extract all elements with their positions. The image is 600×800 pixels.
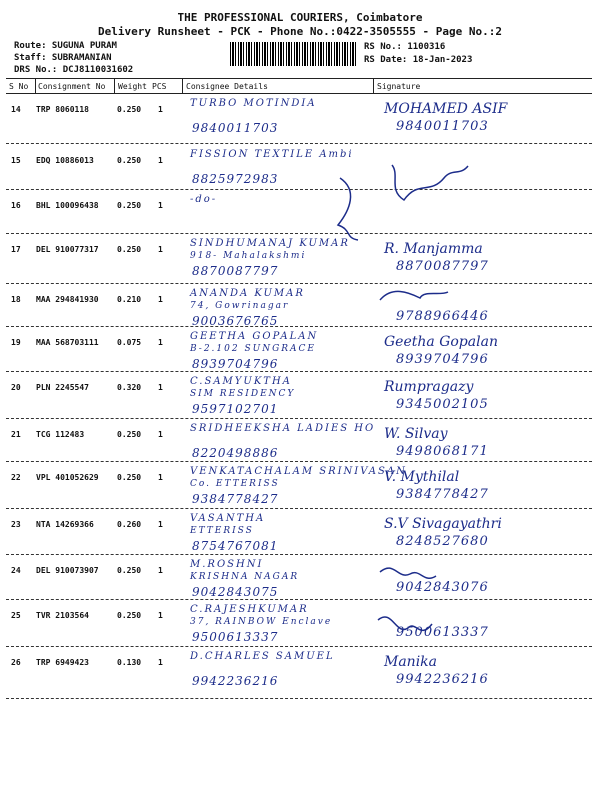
consignment-number: MAA 294841930 xyxy=(36,295,99,304)
weight-value: 0.250 xyxy=(117,201,142,210)
weight-value: 0.210 xyxy=(117,295,142,304)
signature-name: S.V Sivagayathri xyxy=(384,516,502,532)
signature-name: Manika xyxy=(384,654,438,670)
signature-name: R. Manjamma xyxy=(384,241,483,257)
table-top-border xyxy=(6,78,592,79)
weight-value: 0.250 xyxy=(117,105,142,114)
serial-number: 26 xyxy=(11,658,21,667)
consignment-number: TRP 8060118 xyxy=(36,105,89,114)
consignee-name: TURBO MOTINDIA xyxy=(190,98,317,109)
consignee-address: SIM RESIDENCY xyxy=(190,389,296,399)
consignee-address: 74, Gowrinagar xyxy=(190,301,290,311)
row-separator xyxy=(6,599,592,600)
row-separator xyxy=(6,554,592,555)
consignment-number: VPL 401052629 xyxy=(36,473,99,482)
company-title: THE PROFESSIONAL COURIERS, Coimbatore xyxy=(177,11,423,24)
row-separator xyxy=(6,371,592,372)
rs-number: RS No.: 1100316 xyxy=(364,42,446,52)
consignee-phone: 9042843075 xyxy=(192,585,279,599)
consignee-address: 37, RAINBOW Enclave xyxy=(190,617,333,627)
signature-name: MOHAMED ASIF xyxy=(384,101,508,117)
consignment-number: PLN 2245547 xyxy=(36,383,89,392)
consignment-number: TVR 2103564 xyxy=(36,611,89,620)
consignment-number: NTA 14269366 xyxy=(36,520,94,529)
consignee-phone: 8870087797 xyxy=(192,264,279,278)
header-bottom-border xyxy=(6,93,592,94)
consignment-number: TCG 112483 xyxy=(36,430,85,439)
pcs-value: 1 xyxy=(158,201,163,210)
signature-phone: 9042843076 xyxy=(396,580,489,595)
col-header-pcs: PCS xyxy=(152,82,167,91)
serial-number: 18 xyxy=(11,295,21,304)
barcode xyxy=(230,42,358,66)
serial-number: 14 xyxy=(11,105,21,114)
consignee-address: KRISHNA NAGAR xyxy=(190,572,300,582)
pcs-value: 1 xyxy=(158,566,163,575)
signature-phone: 9384778427 xyxy=(396,487,489,502)
signature-phone: 9498068171 xyxy=(396,444,489,459)
row-separator xyxy=(6,326,592,327)
row-separator xyxy=(6,508,592,509)
staff-label: Staff: SUBRAMANIAN xyxy=(14,53,112,63)
signature-name: W. Silvay xyxy=(384,426,448,442)
consignee-phone: 8220498886 xyxy=(192,446,279,460)
serial-number: 17 xyxy=(11,245,21,254)
pcs-value: 1 xyxy=(158,611,163,620)
consignee-name: -do- xyxy=(190,194,218,205)
signature-phone: 8939704796 xyxy=(396,352,489,367)
pcs-value: 1 xyxy=(158,338,163,347)
consignee-phone: 9840011703 xyxy=(192,121,279,135)
weight-value: 0.250 xyxy=(117,566,142,575)
consignee-name: GEETHA GOPALAN xyxy=(190,331,319,342)
col-header-weight: Weight xyxy=(118,82,147,91)
weight-value: 0.250 xyxy=(117,156,142,165)
consignee-address: 918- Mahalakshmi xyxy=(190,251,307,261)
row-separator xyxy=(6,143,592,144)
signature-phone: 9788966446 xyxy=(396,309,489,324)
weight-value: 0.250 xyxy=(117,473,142,482)
row-separator xyxy=(6,283,592,284)
consignment-number: DEL 910073907 xyxy=(36,566,99,575)
weight-value: 0.250 xyxy=(117,611,142,620)
consignee-phone: 8939704796 xyxy=(192,357,279,371)
consignment-number: BHL 100096438 xyxy=(36,201,99,210)
weight-value: 0.260 xyxy=(117,520,142,529)
col-divider-4 xyxy=(373,78,374,93)
weight-value: 0.320 xyxy=(117,383,142,392)
signature-phone: 9942236216 xyxy=(396,672,489,687)
runsheet-title: Delivery Runsheet - PCK - Phone No.:0422-3505555 - Page No.:2 xyxy=(98,25,502,38)
consignee-name: SINDHUMANAJ KUMAR xyxy=(190,238,350,249)
pcs-value: 1 xyxy=(158,245,163,254)
rs-date: RS Date: 18-Jan-2023 xyxy=(364,55,473,65)
weight-value: 0.250 xyxy=(117,245,142,254)
serial-number: 19 xyxy=(11,338,21,347)
consignee-name: VENKATACHALAM SRINIVASAN xyxy=(190,466,407,477)
consignment-number: MAA 568703111 xyxy=(36,338,99,347)
col-header-sno: S No xyxy=(9,82,29,91)
serial-number: 21 xyxy=(11,430,21,439)
consignee-name: FISSION TEXTILE Ambi xyxy=(190,149,354,160)
pcs-value: 1 xyxy=(158,105,163,114)
row-separator xyxy=(6,461,592,462)
consignee-address: ETTERISS xyxy=(190,526,254,536)
signature-name: V. Mythilal xyxy=(384,469,460,485)
row-separator xyxy=(6,646,592,647)
signature-phone: 8870087797 xyxy=(396,259,489,274)
consignment-number: EDQ 10886013 xyxy=(36,156,94,165)
consignee-phone: 9942236216 xyxy=(192,674,279,688)
consignee-address: Co. ETTERISS xyxy=(190,479,280,489)
signature-phone: 9500613337 xyxy=(396,625,489,640)
serial-number: 25 xyxy=(11,611,21,620)
row-separator xyxy=(6,698,592,699)
col-header-consignment: Consignment No xyxy=(38,82,106,91)
signature-phone: 9840011703 xyxy=(396,119,489,134)
route-label: Route: SUGUNA PURAM xyxy=(14,41,117,51)
consignee-name: D.CHARLES SAMUEL xyxy=(190,651,335,662)
pcs-value: 1 xyxy=(158,295,163,304)
consignee-phone: 9597102701 xyxy=(192,402,279,416)
consignee-name: SRIDHEEKSHA LADIES HO xyxy=(190,423,376,434)
signature-name: Rumpragazy xyxy=(384,379,474,395)
pcs-value: 1 xyxy=(158,430,163,439)
consignee-phone: 8825972983 xyxy=(192,172,279,186)
consignee-phone: 9500613337 xyxy=(192,630,279,644)
row-separator xyxy=(6,233,592,234)
serial-number: 16 xyxy=(11,201,21,210)
consignee-address: B-2.102 SUNGRACE xyxy=(190,344,316,354)
weight-value: 0.130 xyxy=(117,658,142,667)
col-header-consignee: Consignee Details xyxy=(186,82,268,91)
consignee-name: M.ROSHNI xyxy=(190,559,264,570)
serial-number: 22 xyxy=(11,473,21,482)
weight-value: 0.075 xyxy=(117,338,142,347)
consignee-phone: 8754767081 xyxy=(192,539,279,553)
signature-phone: 8248527680 xyxy=(396,534,489,549)
pcs-value: 1 xyxy=(158,473,163,482)
weight-value: 0.250 xyxy=(117,430,142,439)
signature-name: Geetha Gopalan xyxy=(384,334,498,350)
drs-label: DRS No.: DCJ8110031602 xyxy=(14,65,134,75)
col-divider-3 xyxy=(182,78,183,93)
consignee-name: VASANTHA xyxy=(190,513,266,524)
consignee-name: C.SAMYUKTHA xyxy=(190,376,292,387)
col-divider-2 xyxy=(114,78,115,93)
pcs-value: 1 xyxy=(158,383,163,392)
serial-number: 20 xyxy=(11,383,21,392)
row-separator xyxy=(6,418,592,419)
pcs-value: 1 xyxy=(158,520,163,529)
consignment-number: DEL 910077317 xyxy=(36,245,99,254)
row-separator xyxy=(6,189,592,190)
col-divider-1 xyxy=(35,78,36,93)
consignment-number: TRP 6949423 xyxy=(36,658,89,667)
consignee-name: ANANDA KUMAR xyxy=(190,288,305,299)
pcs-value: 1 xyxy=(158,658,163,667)
signature-phone: 9345002105 xyxy=(396,397,489,412)
serial-number: 23 xyxy=(11,520,21,529)
pcs-value: 1 xyxy=(158,156,163,165)
consignee-phone: 9384778427 xyxy=(192,492,279,506)
serial-number: 24 xyxy=(11,566,21,575)
col-header-signature: Signature xyxy=(377,82,421,91)
consignee-name: C.RAJESHKUMAR xyxy=(190,604,309,615)
consignee-phone: 9003676765 xyxy=(192,314,279,328)
serial-number: 15 xyxy=(11,156,21,165)
